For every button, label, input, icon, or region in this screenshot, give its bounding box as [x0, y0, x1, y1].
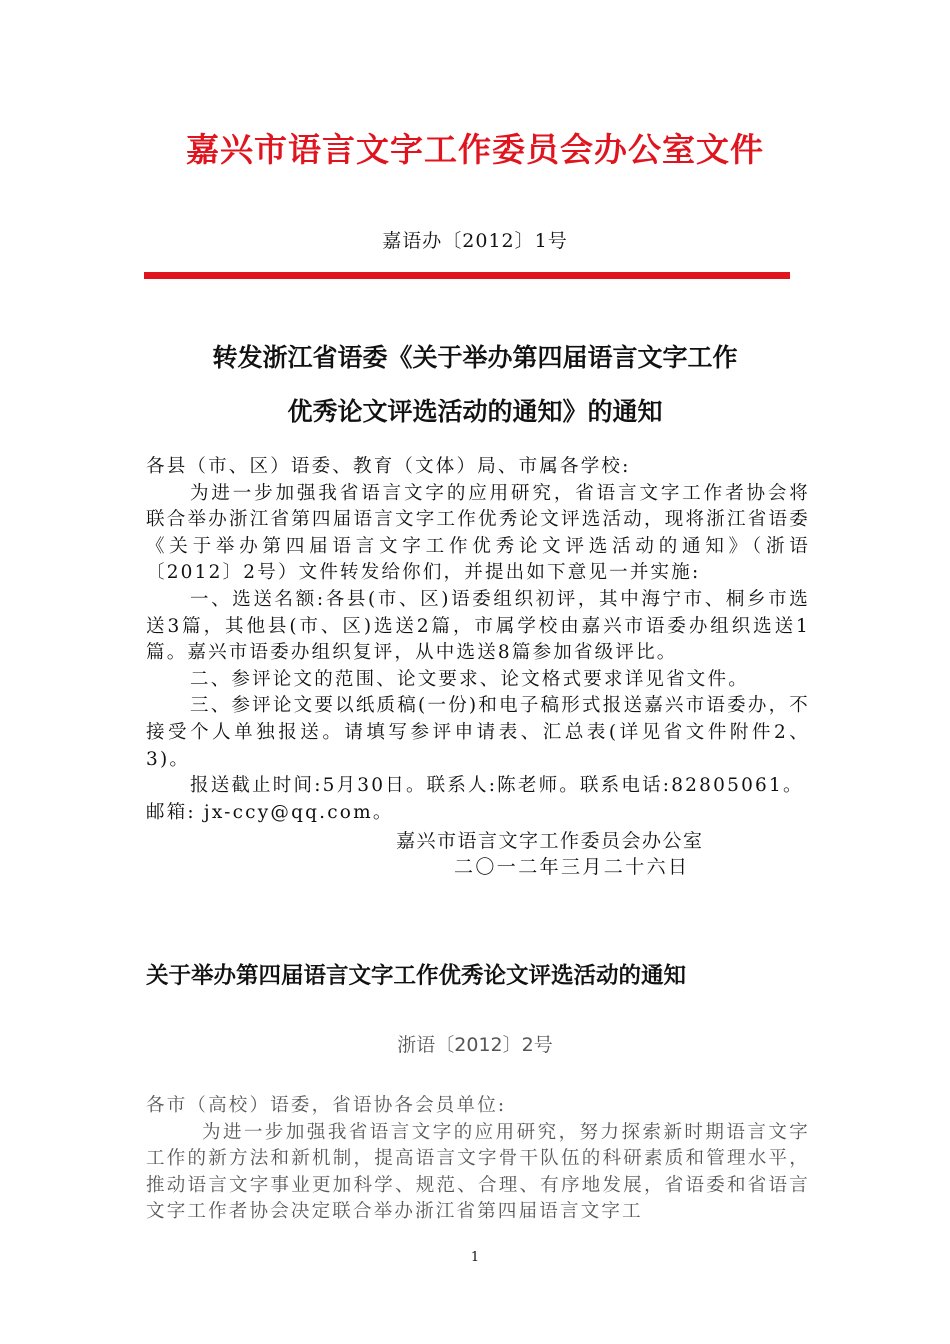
attachment-doc-number: 浙语〔2012〕2号: [397, 1034, 553, 1056]
body-paragraph: 报送截止时间:5月30日。联系人:陈老师。联系电话:82805061。: [190, 775, 804, 797]
salutation: 各县（市、区）语委、教育（文体）局、市属各学校:: [146, 456, 631, 477]
body-paragraph: 三、参评论文要以纸质稿(一份)和电子稿形式报送嘉兴市语委办，不接受个人单独报送。请填写参评申请表、汇总表(详见省文件附件2、3)。: [146, 695, 810, 770]
email-line: 邮箱: jx-ccy@qq.com。: [146, 801, 394, 823]
document-number: 嘉语办〔2012〕1号: [382, 230, 568, 252]
page-number: 1: [470, 1250, 480, 1265]
body-paragraph: 二、参评论文的范围、论文要求、论文格式要求详见省文件。: [190, 668, 749, 690]
attachment-title: 关于举办第四届语言文字工作优秀论文评选活动的通知: [146, 963, 687, 989]
signature-org: 嘉兴市语言文字工作委员会办公室: [396, 830, 704, 852]
attachment-body: [146, 1093, 810, 1226]
signature-date: 二〇一二年三月二十六日: [454, 856, 690, 878]
notice-body: [146, 454, 810, 826]
document-header-title: 嘉兴市语言文字工作委员会办公室文件: [186, 130, 764, 169]
red-header-rule: [144, 272, 790, 279]
subject-title-line-1: 转发浙江省语委《关于举办第四届语言文字工作: [212, 343, 738, 372]
attachment-salutation: 各市（高校）语委，省语协各会员单位:: [146, 1095, 507, 1116]
body-paragraph: 一、选送名额:各县(市、区)语委组织初评，其中海宁市、桐乡市选送3篇，其他县(市、区)选送2篇，市属学校由嘉兴市语委办组织选送1篇。嘉兴市语委办组织复评，从中选送8篇参加省级评比。: [146, 588, 810, 664]
attachment-paragraph: 为进一步加强我省语言文字的应用研究，努力探索新时期语言文字工作的新方法和新机制，提高语言文字骨干队伍的科研素质和管理水平，推动语言文字事业更加科学、规范、合理、有序地发展，省语委和省语言文字工作者协会决定联合举办浙江省第四届语言文字工: [146, 1121, 810, 1223]
body-paragraph: 为进一步加强我省语言文字的应用研究，省语言文字工作者协会将联合举办浙江省第四届语言文字工作优秀论文评选活动，现将浙江省语委《关于举办第四届语言文字工作优秀论文评选活动的通知》（浙语〔2012〕2号）文件转发给你们，并提出如下意见一并实施:: [146, 482, 810, 584]
subject-title-line-2: 优秀论文评选活动的通知》的通知: [287, 397, 663, 426]
